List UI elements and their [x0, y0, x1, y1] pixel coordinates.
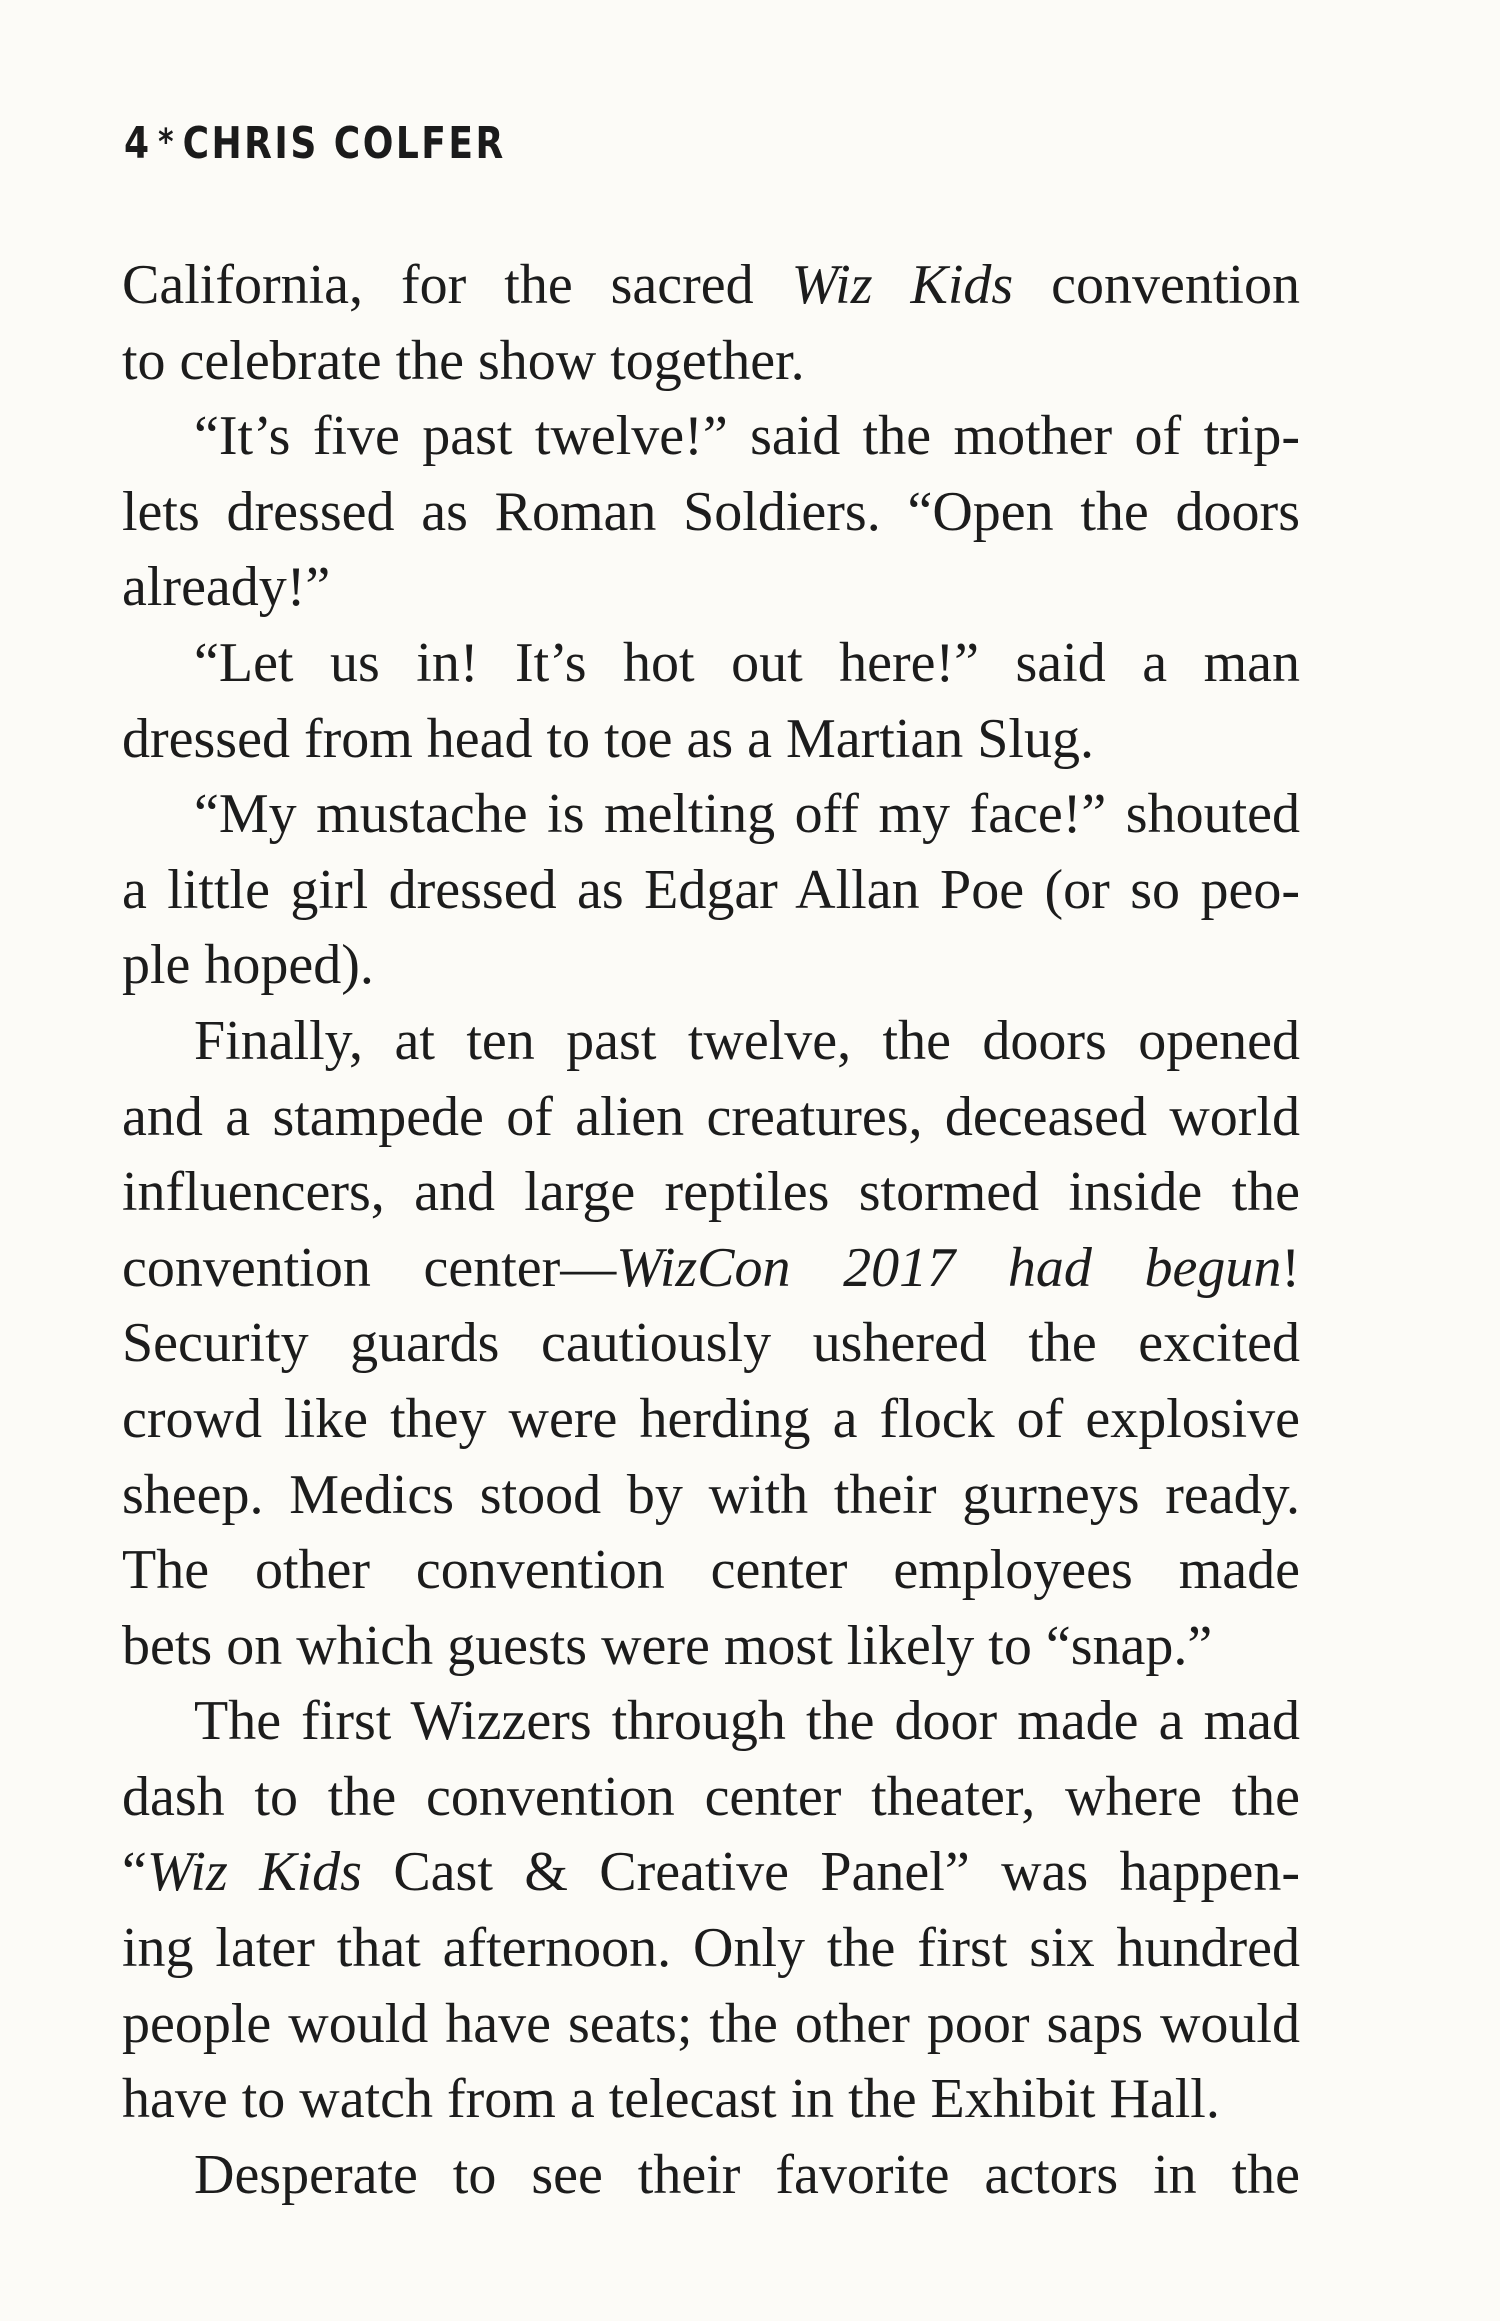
italic-segment: WizCon 2017 had begun	[616, 1236, 1282, 1299]
italic-segment: Wiz Kids	[791, 254, 1014, 316]
text-line	[122, 475, 1300, 551]
text-segment: The first Wizzers through the door made a mad	[194, 1690, 1300, 1753]
text-segment: “Let us in! It’s hot out here!” said a man	[194, 631, 1300, 694]
text-line	[122, 2138, 1300, 2214]
text-line	[122, 1987, 1300, 2063]
text-segment: California, for the sacred	[122, 254, 792, 316]
text-segment: lets dressed as Roman Soldiers. “Open the doors	[122, 480, 1300, 543]
page-number: 4	[124, 118, 152, 169]
text-segment: to celebrate the show together.	[122, 329, 805, 392]
text-segment: ple hoped).	[122, 934, 374, 997]
text-segment: Security guards cautiously ushered the excited	[122, 1312, 1300, 1375]
text-line	[122, 399, 1300, 475]
text-segment: sheep. Medics stood by with their gurneys ready.	[122, 1463, 1300, 1526]
author-name: CHRIS COLFER	[182, 118, 506, 169]
text-segment: dash to the convention center theater, where the	[122, 1765, 1300, 1828]
text-segment: ing later that afternoon. Only the first six hundred	[122, 1917, 1300, 1980]
text-line	[122, 1231, 1300, 1307]
text-line	[122, 1760, 1300, 1836]
text-line	[122, 1609, 1300, 1685]
text-segment: dressed from head to toe as a Martian Slug.	[122, 707, 1094, 770]
text-segment: people would have seats; the other poor saps would	[122, 1992, 1300, 2055]
text-line	[122, 1835, 1300, 1911]
text-line	[122, 1080, 1300, 1156]
text-line	[122, 626, 1300, 702]
text-segment: “My mustache is melting off my face!” shouted	[194, 783, 1300, 846]
text-segment: “It’s five past twelve!” said the mother of trip-	[194, 405, 1300, 468]
text-line	[122, 1911, 1300, 1987]
text-segment: influencers, and large reptiles stormed inside the	[122, 1161, 1300, 1224]
text-line	[122, 1533, 1300, 1609]
text-segment: convention center—	[122, 1236, 617, 1299]
running-head	[124, 118, 506, 169]
text-segment: The other convention center employees made	[122, 1539, 1300, 1602]
text-line	[122, 1004, 1300, 1080]
text-segment: convention	[1013, 254, 1300, 316]
text-segment: already!”	[122, 556, 331, 619]
text-line	[122, 1382, 1300, 1458]
text-segment: Cast & Creative Panel” was happen-	[361, 1841, 1300, 1904]
text-line	[122, 324, 1300, 400]
text-line	[122, 2062, 1300, 2138]
text-line	[122, 1155, 1300, 1231]
text-segment: have to watch from a telecast in the Exhibit Hall.	[122, 2068, 1220, 2131]
text-segment: !	[1281, 1236, 1300, 1299]
text-segment: crowd like they were herding a flock of explosive	[122, 1387, 1300, 1450]
text-line	[122, 248, 1300, 324]
text-line	[122, 928, 1300, 1004]
text-segment: Desperate to see their favorite actors in the	[194, 2143, 1300, 2206]
text-line	[122, 550, 1300, 626]
text-line	[122, 1458, 1300, 1534]
text-segment: “	[122, 1841, 147, 1904]
body-text	[122, 248, 1300, 2213]
italic-segment: Wiz Kids	[146, 1841, 362, 1904]
text-line	[122, 1684, 1300, 1760]
text-segment: bets on which guests were most likely to “snap.”	[122, 1614, 1213, 1677]
text-segment: and a stampede of alien creatures, deceased world	[122, 1085, 1300, 1148]
text-segment: a little girl dressed as Edgar Allan Poe (or so peo-	[122, 858, 1300, 921]
separator-asterisk: *	[158, 122, 177, 163]
text-line	[122, 1306, 1300, 1382]
text-line	[122, 702, 1300, 778]
text-line	[122, 777, 1300, 853]
text-segment: Finally, at ten past twelve, the doors opened	[194, 1009, 1300, 1072]
text-line	[122, 853, 1300, 929]
